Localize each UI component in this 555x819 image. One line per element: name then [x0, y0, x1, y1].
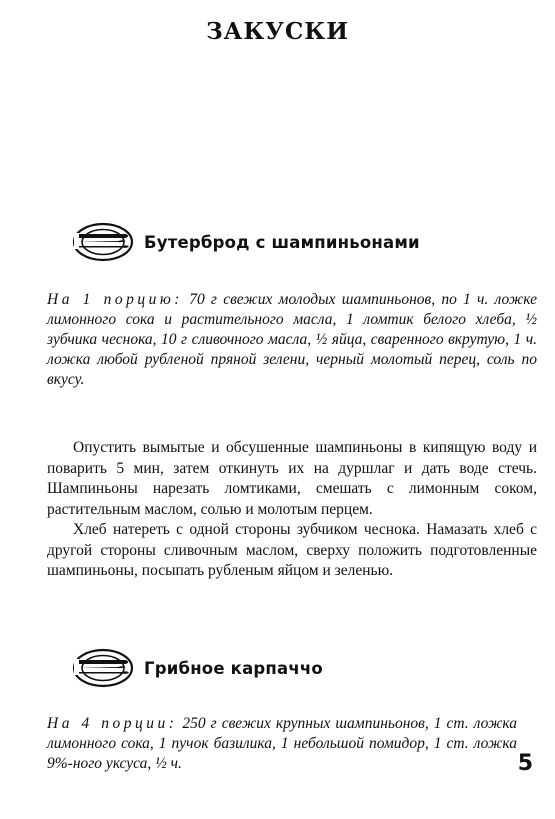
recipe-2-ingredients — [47, 714, 517, 774]
recipe-title: Грибное карпаччо — [144, 658, 323, 678]
recipe-2-header — [72, 648, 323, 688]
recipe-1-method — [47, 438, 537, 582]
recipe-1-ingredients — [47, 290, 537, 390]
ingredients-text: 70 г свежих молодых шампиньонов, по 1 ч. ложке лимонного сока и растительного масла, 1 ломтик белого хлеба, ½ зубчика чеснока, 10 г сливочного масла, ½ яйца, сваренного вкрутую, 1 ч. ложка любой рубленой пряной зелени, черный молотый перец, соль по вкусу. — [47, 291, 537, 388]
portion-label: На 1 порцию: — [47, 291, 183, 308]
recipe-1-header — [72, 222, 420, 262]
plate-with-cutlery-icon — [72, 648, 134, 688]
plate-with-cutlery-icon — [72, 222, 134, 262]
page-number: 5 — [517, 751, 533, 776]
method-paragraph: Опустить вымытые и обсушенные шампиньоны в кипящую воду и поварить 5 мин, затем откинуть их на дуршлаг и дать воде стечь. Шампиньоны нарезать ломтиками, смешать с лимонным соком, растительным маслом, солью и молотым перцем. — [47, 439, 537, 518]
method-paragraph: Хлеб натереть с одной стороны зубчиком чеснока. Намазать хлеб с другой стороны сливочным маслом, сверху положить подготовленные шампиньоны, посыпать рубленым яйцом и зеленью. — [47, 521, 537, 579]
ingredients-text: 250 г свежих крупных шампиньонов, 1 ст. ложка лимонного сока, 1 пучок базилика, 1 небольшой помидор, 1 ст. ложка 9%-ного уксуса, ½ ч. — [47, 715, 517, 772]
portion-label: На 4 порции: — [47, 715, 178, 732]
recipe-title: Бутерброд с шампиньонами — [144, 232, 420, 252]
section-title: ЗАКУСКИ — [206, 18, 349, 45]
